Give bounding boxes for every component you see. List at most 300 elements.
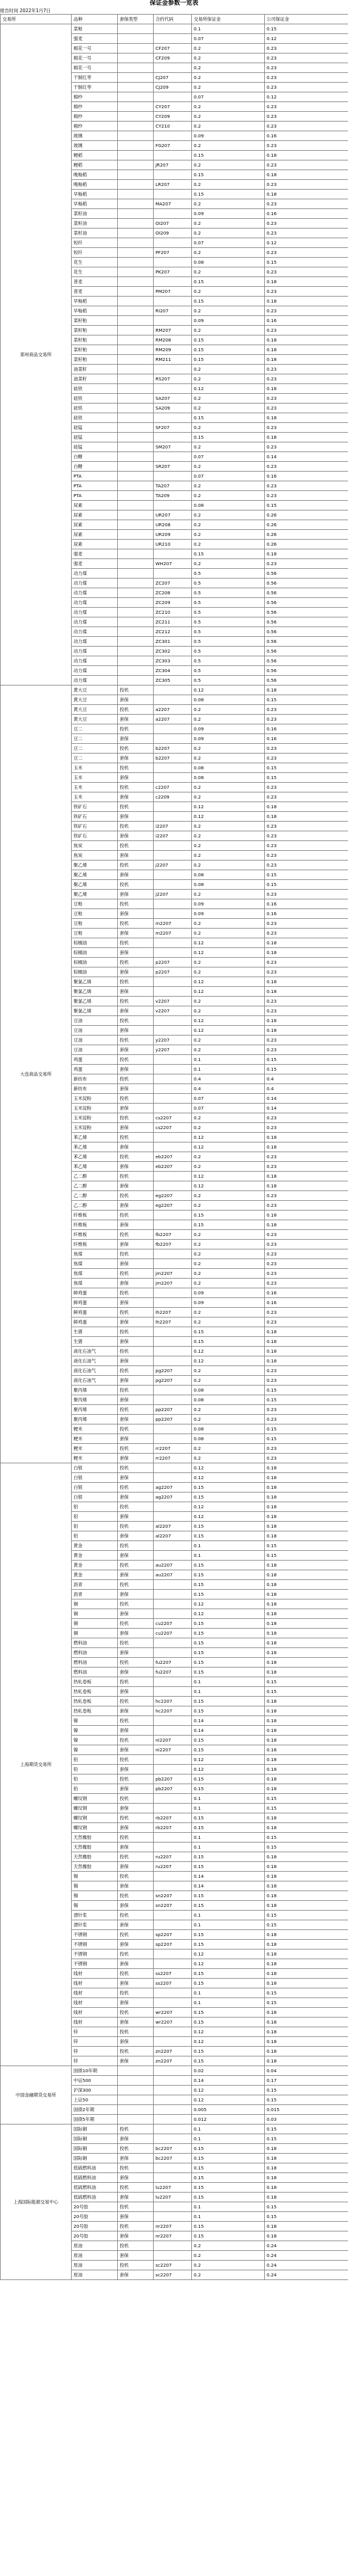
hedge-type-cell <box>118 627 154 637</box>
company-margin-cell: 0.18 <box>265 1142 348 1152</box>
contract-code-cell: sn2207 <box>154 1901 192 1911</box>
company-margin-cell: 0.15 <box>265 501 348 510</box>
contract-code-cell: au2207 <box>154 1561 192 1570</box>
hedge-type-cell: 套保 <box>118 2270 154 2280</box>
contract-code-cell: UR207 <box>154 510 192 520</box>
hedge-type-cell <box>118 258 154 267</box>
contract-code-cell: SR207 <box>154 462 192 472</box>
hedge-type-cell: 投机 <box>118 2222 154 2231</box>
exchange-margin-cell: 0.15 <box>192 1979 265 1988</box>
hedge-type-cell: 投机 <box>118 1716 154 1726</box>
company-margin-cell: 0.18 <box>265 2008 348 2018</box>
product-cell: 国际铜 <box>72 2134 118 2144</box>
exchange-margin-cell: 0.12 <box>192 1463 265 1473</box>
contract-code-cell <box>154 948 192 958</box>
contract-code-cell <box>154 1551 192 1561</box>
exchange-margin-cell: 0.1 <box>192 1804 265 1813</box>
exchange-margin-cell: 0.2 <box>192 1123 265 1133</box>
contract-code-cell <box>154 1677 192 1687</box>
contract-code-cell: TA207 <box>154 481 192 491</box>
company-margin-cell: 0.23 <box>265 1113 348 1123</box>
company-margin-cell: 0.18 <box>265 685 348 695</box>
company-margin-cell: 0.18 <box>265 1629 348 1638</box>
product-cell: 铝 <box>72 1502 118 1512</box>
company-margin-cell: 0.56 <box>265 608 348 617</box>
hedge-type-cell <box>118 2095 154 2105</box>
contract-code-cell <box>154 1609 192 1619</box>
contract-code-cell: FG207 <box>154 141 192 151</box>
company-margin-cell: 0.23 <box>265 1230 348 1240</box>
exchange-margin-cell: 0.15 <box>192 1590 265 1599</box>
contract-code-cell: PF207 <box>154 248 192 258</box>
exchange-margin-cell: 0.2 <box>192 520 265 530</box>
product-cell: 花生 <box>72 258 118 267</box>
contract-code-cell: MA207 <box>154 199 192 209</box>
hedge-type-cell: 套保 <box>118 1415 154 1424</box>
contract-code-cell: lu2207 <box>154 2183 192 2193</box>
company-margin-cell: 0.23 <box>265 967 348 977</box>
contract-code-cell: rb2207 <box>154 1823 192 1833</box>
contract-code-cell: sc2207 <box>154 2270 192 2280</box>
contract-code-cell: y2207 <box>154 1036 192 1045</box>
exchange-margin-cell: 0.12 <box>192 1959 265 1969</box>
exchange-margin-cell: 0.15 <box>192 1522 265 1531</box>
company-margin-cell: 0.16 <box>265 316 348 326</box>
product-cell: 菜籽粕 <box>72 326 118 335</box>
hedge-type-cell: 套保 <box>118 2231 154 2241</box>
product-cell: 黄金 <box>72 1561 118 1570</box>
hedge-type-cell: 套保 <box>118 715 154 724</box>
product-cell: 棉纱 <box>72 112 118 122</box>
product-cell: 锡 <box>72 1881 118 1891</box>
company-margin-cell: 0.18 <box>265 151 348 160</box>
contract-code-cell <box>154 34 192 44</box>
product-cell: 动力煤 <box>72 676 118 685</box>
product-cell: 沥青 <box>72 1590 118 1599</box>
exchange-margin-cell: 0.09 <box>192 724 265 734</box>
exchange-margin-cell: 0.2 <box>192 1308 265 1317</box>
company-margin-cell: 0.18 <box>265 2163 348 2173</box>
exchange-margin-cell: 0.2 <box>192 141 265 151</box>
company-margin-cell: 0.18 <box>265 802 348 812</box>
hedge-type-cell <box>118 2076 154 2086</box>
contract-code-cell <box>154 501 192 510</box>
hedge-type-cell: 套保 <box>118 890 154 899</box>
hedge-type-cell: 投机 <box>118 1386 154 1395</box>
hedge-type-cell <box>118 442 154 452</box>
exchange-margin-cell: 0.5 <box>192 569 265 579</box>
contract-code-cell <box>154 909 192 919</box>
company-margin-cell: 0.18 <box>265 2222 348 2231</box>
table-row <box>1 1463 348 1473</box>
company-margin-cell: 0.56 <box>265 656 348 666</box>
company-margin-cell: 0.15 <box>265 1833 348 1843</box>
product-cell: 线材 <box>72 2008 118 2018</box>
hedge-type-cell: 套保 <box>118 1201 154 1211</box>
exchange-margin-cell: 0.12 <box>192 1181 265 1191</box>
hedge-type-cell: 投机 <box>118 2027 154 2037</box>
contract-code-cell <box>154 1920 192 1930</box>
exchange-margin-cell: 0.15 <box>192 1531 265 1541</box>
exchange-margin-cell: 0.15 <box>192 2018 265 2027</box>
exchange-margin-cell: 0.1 <box>192 2124 265 2134</box>
hedge-type-cell: 投机 <box>118 2008 154 2018</box>
contract-code-cell <box>154 899 192 909</box>
company-margin-cell: 0.18 <box>265 1668 348 1677</box>
product-cell: 棉纱 <box>72 122 118 131</box>
product-cell: 低硫燃料油 <box>72 2183 118 2193</box>
exchange-margin-cell: 0.2 <box>192 199 265 209</box>
exchange-margin-cell: 0.2 <box>192 2270 265 2280</box>
company-margin-cell: 0.18 <box>265 1823 348 1833</box>
contract-code-cell: ZC210 <box>154 608 192 617</box>
company-margin-cell: 0.15 <box>265 1434 348 1444</box>
contract-code-cell: fb2207 <box>154 1230 192 1240</box>
product-cell: 动力煤 <box>72 579 118 588</box>
hedge-type-cell: 投机 <box>118 1288 154 1298</box>
hedge-type-cell: 套保 <box>118 1648 154 1658</box>
exchange-margin-cell: 0.1 <box>192 1988 265 1998</box>
company-margin-cell: 0.15 <box>265 2124 348 2134</box>
exchange-margin-cell: 0.15 <box>192 1969 265 1979</box>
product-cell: 20号胶 <box>72 2212 118 2222</box>
product-cell: 玻璃 <box>72 131 118 141</box>
contract-code-cell: zn2207 <box>154 2056 192 2066</box>
contract-code-cell: eg2207 <box>154 1191 192 1201</box>
product-cell: 尿素 <box>72 520 118 530</box>
hedge-type-cell: 投机 <box>118 1813 154 1823</box>
product-cell: 铅 <box>72 1784 118 1794</box>
exchange-margin-cell: 0.15 <box>192 151 265 160</box>
product-cell: 焦煤 <box>72 1269 118 1279</box>
product-cell: 黄大豆 <box>72 685 118 695</box>
product-cell: 线材 <box>72 1979 118 1988</box>
product-cell: 铁矿石 <box>72 802 118 812</box>
contract-code-cell <box>154 151 192 160</box>
product-cell: 天然橡胶 <box>72 1852 118 1862</box>
exchange-margin-cell: 0.07 <box>192 1094 265 1104</box>
hedge-type-cell <box>118 297 154 306</box>
product-cell: 晚籼稻 <box>72 180 118 190</box>
company-margin-cell: 0.23 <box>265 929 348 938</box>
product-cell: 油菜籽 <box>72 374 118 384</box>
hedge-type-cell: 套保 <box>118 1220 154 1230</box>
contract-code-cell: m2207 <box>154 929 192 938</box>
contract-code-cell <box>154 2066 192 2076</box>
product-cell: 螺纹钢 <box>72 1813 118 1823</box>
product-cell: 焦煤 <box>72 1249 118 1259</box>
contract-code-cell <box>154 1794 192 1804</box>
hedge-type-cell <box>118 326 154 335</box>
company-margin-cell: 0.23 <box>265 744 348 754</box>
exchange-margin-cell: 0.2 <box>192 851 265 860</box>
hedge-type-cell <box>118 608 154 617</box>
contract-code-cell: ZC301 <box>154 637 192 647</box>
company-margin-cell: 0.18 <box>265 1736 348 1745</box>
exchange-margin-cell: 0.14 <box>192 2076 265 2086</box>
exchange-margin-cell: 0.5 <box>192 598 265 608</box>
product-cell: 乙二醇 <box>72 1181 118 1191</box>
exchange-margin-cell: 0.2 <box>192 219 265 228</box>
exchange-margin-cell: 0.15 <box>192 1823 265 1833</box>
hedge-type-cell: 套保 <box>118 1104 154 1113</box>
hedge-type-cell <box>118 559 154 569</box>
hedge-type-cell: 套保 <box>118 1726 154 1736</box>
exchange-margin-cell: 0.2 <box>192 1279 265 1288</box>
product-cell: 豆油 <box>72 1016 118 1026</box>
hedge-type-cell: 投机 <box>118 1405 154 1415</box>
exchange-margin-cell: 0.08 <box>192 870 265 880</box>
hedge-type-cell <box>118 413 154 423</box>
contract-code-cell <box>154 433 192 442</box>
hedge-type-cell <box>118 2086 154 2095</box>
hedge-type-cell: 投机 <box>118 724 154 734</box>
contract-code-cell <box>154 1804 192 1813</box>
hedge-type-cell: 套保 <box>118 1687 154 1697</box>
contract-code-cell <box>154 452 192 462</box>
hedge-type-cell: 投机 <box>118 1891 154 1901</box>
hedge-type-cell: 套保 <box>118 831 154 841</box>
exchange-margin-cell: 0.5 <box>192 617 265 627</box>
company-margin-cell: 0.18 <box>265 2173 348 2183</box>
hedge-type-cell <box>118 2115 154 2124</box>
contract-code-cell <box>154 812 192 822</box>
product-cell: 棕榈油 <box>72 948 118 958</box>
exchange-margin-cell: 0.15 <box>192 190 265 199</box>
contract-code-cell <box>154 1074 192 1084</box>
product-cell: 铁矿石 <box>72 831 118 841</box>
contract-code-cell <box>154 549 192 559</box>
contract-code-cell: lh2207 <box>154 1317 192 1327</box>
exchange-cell: 郑州商品交易所 <box>1 24 72 685</box>
contract-code-cell: JR207 <box>154 160 192 170</box>
table-row <box>1 2066 348 2076</box>
product-cell: 苯乙烯 <box>72 1152 118 1162</box>
hedge-type-cell: 投机 <box>118 1599 154 1609</box>
company-margin-cell: 0.15 <box>265 2202 348 2212</box>
contract-code-cell: eb2207 <box>154 1152 192 1162</box>
contract-code-cell: cs2207 <box>154 1113 192 1123</box>
product-cell: 硅铁 <box>72 404 118 413</box>
company-margin-cell: 0.18 <box>265 977 348 987</box>
product-cell: 锌 <box>72 2047 118 2056</box>
company-margin-cell: 0.23 <box>265 860 348 870</box>
company-margin-cell: 0.18 <box>265 1930 348 1940</box>
hedge-type-cell <box>118 549 154 559</box>
product-cell: 棉纱 <box>72 102 118 112</box>
contract-code-cell <box>154 1541 192 1551</box>
company-margin-cell: 0.23 <box>265 219 348 228</box>
exchange-margin-cell: 0.15 <box>192 1774 265 1784</box>
contract-code-cell <box>154 851 192 860</box>
exchange-margin-cell: 0.15 <box>192 277 265 287</box>
exchange-margin-cell: 0.2 <box>192 102 265 112</box>
contract-code-cell: ZC212 <box>154 627 192 637</box>
exchange-margin-cell: 0.2 <box>192 404 265 413</box>
exchange-margin-cell: 0.2 <box>192 783 265 792</box>
exchange-margin-cell: 0.2 <box>192 53 265 63</box>
header-exchange-margin: 交易所保证金 <box>192 15 265 24</box>
company-margin-cell: 0.16 <box>265 209 348 219</box>
contract-code-cell <box>154 2076 192 2086</box>
contract-code-cell: bc2207 <box>154 2144 192 2154</box>
product-cell: 20号胶 <box>72 2202 118 2212</box>
hedge-type-cell <box>118 617 154 627</box>
exchange-margin-cell: 0.1 <box>192 1687 265 1697</box>
hedge-type-cell: 套保 <box>118 1940 154 1949</box>
hedge-type-cell: 投机 <box>118 1911 154 1920</box>
contract-code-cell <box>154 2037 192 2047</box>
hedge-type-cell: 套保 <box>118 1026 154 1036</box>
company-margin-cell: 0.23 <box>265 1201 348 1211</box>
contract-code-cell <box>154 1327 192 1337</box>
company-margin-cell: 0.18 <box>265 2056 348 2066</box>
company-margin-cell: 0.23 <box>265 442 348 452</box>
company-margin-cell: 0.18 <box>265 355 348 365</box>
contract-code-cell: ZC207 <box>154 579 192 588</box>
exchange-margin-cell: 0.2 <box>192 1191 265 1201</box>
contract-code-cell: UR210 <box>154 540 192 549</box>
contract-code-cell <box>154 695 192 705</box>
company-margin-cell: 0.18 <box>265 1133 348 1142</box>
exchange-margin-cell: 0.12 <box>192 1765 265 1774</box>
company-margin-cell: 0.18 <box>265 1745 348 1755</box>
hedge-type-cell <box>118 491 154 501</box>
company-margin-cell: 0.23 <box>265 160 348 170</box>
exchange-margin-cell: 0.15 <box>192 1901 265 1911</box>
contract-code-cell <box>154 365 192 374</box>
contract-code-cell: RS207 <box>154 374 192 384</box>
company-margin-cell: 0.18 <box>265 1619 348 1629</box>
hedge-type-cell <box>118 180 154 190</box>
contract-code-cell <box>154 1424 192 1434</box>
hedge-type-cell: 投机 <box>118 1774 154 1784</box>
hedge-type-cell: 投机 <box>118 997 154 1006</box>
exchange-margin-cell: 0.2 <box>192 1249 265 1259</box>
company-margin-cell: 0.15 <box>265 1677 348 1687</box>
product-cell: 菜籽油 <box>72 228 118 238</box>
hedge-type-cell: 套保 <box>118 1998 154 2008</box>
exchange-margin-cell: 0.12 <box>192 1512 265 1522</box>
company-margin-cell: 0.18 <box>265 335 348 345</box>
exchange-margin-cell: 0.2 <box>192 2241 265 2251</box>
product-cell: 硅锰 <box>72 442 118 452</box>
exchange-margin-cell: 0.2 <box>192 890 265 899</box>
company-margin-cell: 0.15 <box>265 1551 348 1561</box>
contract-code-cell: pg2207 <box>154 1376 192 1386</box>
exchange-margin-cell: 0.15 <box>192 1337 265 1347</box>
product-cell: 锌 <box>72 2037 118 2047</box>
contract-code-cell <box>154 1395 192 1405</box>
hedge-type-cell: 投机 <box>118 1930 154 1940</box>
product-cell: 黄大豆 <box>72 715 118 724</box>
company-margin-cell: 0.18 <box>265 1492 348 1502</box>
contract-code-cell: pp2207 <box>154 1415 192 1424</box>
exchange-margin-cell: 0.5 <box>192 676 265 685</box>
hedge-type-cell: 投机 <box>118 1502 154 1512</box>
contract-code-cell: cu2207 <box>154 1619 192 1629</box>
hedge-type-cell: 投机 <box>118 880 154 890</box>
exchange-margin-cell: 0.15 <box>192 1891 265 1901</box>
exchange-margin-cell: 0.2 <box>192 1201 265 1211</box>
company-margin-cell: 0.23 <box>265 112 348 122</box>
product-cell: 棕榈油 <box>72 938 118 948</box>
exchange-margin-cell: 0.2 <box>192 112 265 122</box>
hedge-type-cell: 套保 <box>118 1706 154 1716</box>
product-cell: 豆粕 <box>72 929 118 938</box>
contract-code-cell <box>154 297 192 306</box>
product-cell: 菜籽粕 <box>72 316 118 326</box>
company-margin-cell: 0.18 <box>265 1337 348 1347</box>
hedge-type-cell <box>118 199 154 209</box>
contract-code-cell <box>154 1356 192 1366</box>
company-margin-cell: 0.18 <box>265 1891 348 1901</box>
exchange-margin-cell: 0.2 <box>192 44 265 53</box>
company-margin-cell: 0.15 <box>265 1687 348 1697</box>
product-cell: 黄金 <box>72 1551 118 1561</box>
company-margin-cell: 0.15 <box>265 1998 348 2008</box>
contract-code-cell: v2207 <box>154 997 192 1006</box>
company-margin-cell: 0.12 <box>265 92 348 102</box>
product-cell: 国债5年期 <box>72 2115 118 2124</box>
contract-code-cell <box>154 1599 192 1609</box>
contract-code-cell: CJ209 <box>154 83 192 92</box>
contract-code-cell <box>154 1249 192 1259</box>
contract-code-cell <box>154 1473 192 1483</box>
hedge-type-cell: 套保 <box>118 1045 154 1055</box>
hedge-type-cell <box>118 122 154 131</box>
exchange-margin-cell: 0.15 <box>192 1638 265 1648</box>
product-cell: 菜籽粕 <box>72 345 118 355</box>
hedge-type-cell: 套保 <box>118 1181 154 1191</box>
exchange-margin-cell: 0.2 <box>192 1240 265 1249</box>
product-cell: 生猪 <box>72 1337 118 1347</box>
exchange-margin-cell: 0.15 <box>192 335 265 345</box>
hedge-type-cell: 套保 <box>118 1006 154 1016</box>
hedge-type-cell <box>118 569 154 579</box>
hedge-type-cell: 投机 <box>118 1658 154 1668</box>
company-margin-cell: 0.18 <box>265 812 348 822</box>
contract-code-cell <box>154 1580 192 1590</box>
product-cell: 粳稻 <box>72 160 118 170</box>
product-cell: 铜 <box>72 1629 118 1638</box>
hedge-type-cell: 套保 <box>118 1395 154 1405</box>
product-cell: 焦煤 <box>72 1279 118 1288</box>
hedge-type-cell <box>118 462 154 472</box>
product-cell: 豆油 <box>72 1026 118 1036</box>
hedge-type-cell: 套保 <box>118 773 154 783</box>
contract-code-cell <box>154 2027 192 2037</box>
exchange-margin-cell: 0.1 <box>192 1833 265 1843</box>
exchange-margin-cell: 0.09 <box>192 734 265 744</box>
product-cell: 棉花一号 <box>72 53 118 63</box>
exchange-margin-cell: 0.15 <box>192 1561 265 1570</box>
hedge-type-cell: 投机 <box>118 1308 154 1317</box>
contract-code-cell: sp2207 <box>154 1930 192 1940</box>
exchange-margin-cell: 0.07 <box>192 238 265 248</box>
hedge-type-cell <box>118 63 154 73</box>
hedge-type-cell <box>118 423 154 433</box>
contract-code-cell <box>154 2105 192 2115</box>
contract-code-cell <box>154 131 192 141</box>
product-cell: 动力煤 <box>72 588 118 598</box>
contract-code-cell: fu2207 <box>154 1658 192 1668</box>
contract-code-cell <box>154 1843 192 1852</box>
contract-code-cell: ss2207 <box>154 1979 192 1988</box>
company-margin-cell: 0.18 <box>265 2047 348 2056</box>
hedge-type-cell <box>118 287 154 297</box>
product-cell: 棕榈油 <box>72 958 118 967</box>
